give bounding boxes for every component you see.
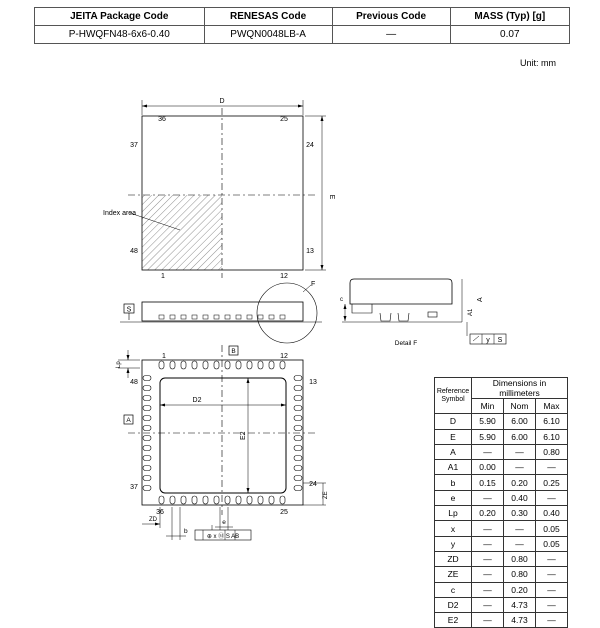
index-area-hatch — [142, 195, 222, 270]
dims-cell-max: 6.10 — [536, 429, 568, 444]
dims-cell-sym: c — [435, 582, 472, 597]
lead-pad — [203, 361, 208, 369]
detail-f-view — [342, 279, 506, 344]
lead-pad — [294, 466, 302, 471]
dims-cell-min: — — [472, 444, 504, 459]
dims-cell-sym: b — [435, 475, 472, 490]
lead-pad — [294, 376, 302, 381]
bottom-pin-48: 48 — [130, 379, 138, 386]
dims-cell-min: — — [472, 521, 504, 536]
dims-cell-min: — — [472, 567, 504, 582]
top-pin-48: 48 — [130, 248, 138, 255]
bottom-dim-ze: ZE — [323, 491, 329, 499]
datum-a-label: A — [126, 417, 131, 424]
side-lead — [181, 315, 186, 319]
bottom-dim-e2: E2 — [240, 431, 247, 440]
lead-pad — [170, 361, 175, 369]
dims-cell-min: 5.90 — [472, 429, 504, 444]
side-lead — [170, 315, 175, 319]
lead-pad — [143, 416, 151, 421]
dims-cell-min: — — [472, 613, 504, 628]
lead-pad — [294, 486, 302, 491]
dims-cell-nom: 0.80 — [504, 551, 536, 566]
top-pin-24: 24 — [306, 142, 314, 149]
lead-pad — [225, 496, 230, 504]
lead-pad — [143, 456, 151, 461]
lead-pad — [247, 361, 252, 369]
lead-pad — [143, 476, 151, 481]
dims-col-nom: Nom — [504, 399, 536, 414]
lead-pad — [143, 426, 151, 431]
dims-cell-max: 0.80 — [536, 444, 568, 459]
dims-row — [435, 567, 568, 582]
lead-pad — [258, 361, 263, 369]
bottom-pin-36: 36 — [156, 509, 164, 516]
lead-pad — [294, 406, 302, 411]
dims-cell-sym: Lp — [435, 506, 472, 521]
dims-header-row — [435, 378, 568, 399]
lead-pad — [280, 361, 285, 369]
flatness-y: y — [486, 337, 490, 344]
dims-cell-max: 0.05 — [536, 536, 568, 551]
top-dim-e: E — [328, 194, 335, 200]
dims-cell-max: — — [536, 567, 568, 582]
bottom-dim-zd: ZD — [149, 517, 157, 523]
dims-row — [435, 475, 568, 490]
lead-pad — [225, 361, 230, 369]
side-datum-s: S — [126, 306, 132, 314]
flatness-datum: S — [497, 337, 503, 344]
lead-pad — [143, 386, 151, 391]
lead-pad — [181, 496, 186, 504]
unit-label: Unit: mm — [520, 58, 556, 68]
lead-pad — [280, 496, 285, 504]
dims-cell-nom: 6.00 — [504, 414, 536, 429]
dims-row — [435, 490, 568, 505]
bottom-pin-12: 12 — [280, 353, 288, 360]
header-mass: MASS (Typ) [g] — [450, 8, 569, 26]
value-jeita: P-HWQFN48-6x6-0.40 — [35, 26, 205, 44]
top-view — [128, 100, 326, 278]
dims-cell-max: — — [536, 490, 568, 505]
lead-pad — [269, 496, 274, 504]
side-lead — [192, 315, 197, 319]
dims-cell-nom: — — [504, 444, 536, 459]
side-lead — [236, 315, 241, 319]
lead-pad — [294, 476, 302, 481]
lead-pad — [247, 496, 252, 504]
dims-cell-max: 0.05 — [536, 521, 568, 536]
bottom-pin-25: 25 — [280, 509, 288, 516]
exposed-pad — [160, 378, 286, 493]
dims-cell-nom: 0.30 — [504, 506, 536, 521]
dims-row — [435, 460, 568, 475]
lead-pad — [143, 376, 151, 381]
lead-pad — [143, 446, 151, 451]
bottom-view — [118, 345, 326, 540]
dims-cell-sym: D — [435, 414, 472, 429]
detail-dim-a1: A1 — [468, 308, 474, 316]
detail-dim-a: A — [477, 297, 484, 302]
value-previous: — — [332, 26, 450, 44]
value-mass: 0.07 — [450, 26, 569, 44]
dims-cell-max: — — [536, 582, 568, 597]
lead-pad — [192, 496, 197, 504]
side-lead — [258, 315, 263, 319]
top-pin-25: 25 — [280, 116, 288, 123]
lead-pad — [170, 496, 175, 504]
bottom-pin-13: 13 — [309, 379, 317, 386]
bottom-dim-b: b — [184, 528, 188, 535]
detail-f-callout: F — [311, 281, 316, 288]
bottom-pin-1: 1 — [162, 353, 166, 360]
dims-col-max: Max — [536, 399, 568, 414]
dims-cell-nom: 0.40 — [504, 490, 536, 505]
dims-cell-max: — — [536, 460, 568, 475]
dims-cell-max: — — [536, 597, 568, 612]
bottom-dim-lp: Lp — [116, 361, 122, 368]
lead-pad — [294, 386, 302, 391]
bottom-pin-24: 24 — [309, 481, 317, 488]
top-pin-12: 12 — [280, 273, 288, 280]
side-lead — [159, 315, 164, 319]
lead-pad — [294, 446, 302, 451]
detail-f-label: Detail F — [394, 340, 418, 347]
top-dim-d: D — [219, 98, 225, 105]
dims-cell-min: — — [472, 490, 504, 505]
dims-cell-max: — — [536, 551, 568, 566]
dims-cell-sym: ZE — [435, 567, 472, 582]
side-view — [120, 283, 322, 343]
lead-pad — [159, 361, 164, 369]
dims-cell-min: — — [472, 536, 504, 551]
lead-pad — [143, 466, 151, 471]
header-previous: Previous Code — [332, 8, 450, 26]
dims-body — [435, 414, 568, 628]
dims-cell-sym: D2 — [435, 597, 472, 612]
value-renesas: PWQN0048LB-A — [204, 26, 332, 44]
side-lead — [269, 315, 274, 319]
dims-header-ref: Reference Symbol — [435, 378, 472, 414]
dims-col-min: Min — [472, 399, 504, 414]
side-leads — [159, 315, 285, 319]
dims-cell-min: 0.20 — [472, 506, 504, 521]
lead-pad — [236, 361, 241, 369]
lead-pad — [214, 361, 219, 369]
dims-cell-min: — — [472, 582, 504, 597]
dims-cell-nom: — — [504, 536, 536, 551]
side-lead — [203, 315, 208, 319]
dims-cell-sym: y — [435, 536, 472, 551]
lead-pad — [203, 496, 208, 504]
lead-pad — [214, 496, 219, 504]
top-pin-13: 13 — [306, 248, 314, 255]
dims-cell-nom: 4.73 — [504, 613, 536, 628]
dims-cell-nom: 6.00 — [504, 429, 536, 444]
dims-cell-nom: 0.80 — [504, 567, 536, 582]
bottom-body-outline — [142, 360, 303, 505]
top-pin-37: 37 — [130, 142, 138, 149]
lead-pad — [294, 416, 302, 421]
lead-pad — [269, 361, 274, 369]
dims-cell-min: — — [472, 597, 504, 612]
position-tolerance-label: ⊕ x Ⓜ S AB — [206, 534, 240, 540]
dims-cell-min: 0.15 — [472, 475, 504, 490]
lead-pad — [143, 396, 151, 401]
dims-cell-min: 0.00 — [472, 460, 504, 475]
header-jeita: JEITA Package Code — [35, 8, 205, 26]
dims-cell-sym: A1 — [435, 460, 472, 475]
top-pin-36: 36 — [158, 116, 166, 123]
bottom-pin-37: 37 — [130, 484, 138, 491]
bottom-dim-e: e — [222, 519, 226, 526]
lead-pad — [236, 496, 241, 504]
dimensions-table — [434, 377, 568, 628]
lead-pad — [294, 436, 302, 441]
dims-cell-max: 0.40 — [536, 506, 568, 521]
dims-cell-nom: 0.20 — [504, 582, 536, 597]
dims-cell-max: 6.10 — [536, 414, 568, 429]
lead-pad — [143, 436, 151, 441]
lead-pad — [294, 426, 302, 431]
dims-cell-nom: — — [504, 521, 536, 536]
lead-pad — [181, 361, 186, 369]
dims-cell-sym: A — [435, 444, 472, 459]
bottom-dim-d2: D2 — [192, 397, 202, 404]
dims-row — [435, 506, 568, 521]
side-lead — [247, 315, 252, 319]
dims-cell-nom: — — [504, 460, 536, 475]
dims-row — [435, 613, 568, 628]
dims-row — [435, 414, 568, 429]
dims-cell-sym: E2 — [435, 613, 472, 628]
dims-cell-min: 5.90 — [472, 414, 504, 429]
bottom-pads — [143, 361, 302, 504]
dims-cell-min: — — [472, 551, 504, 566]
side-body-outline — [142, 302, 303, 321]
dims-row — [435, 536, 568, 551]
header-renesas: RENESAS Code — [204, 8, 332, 26]
index-area-label: Index area — [103, 210, 137, 217]
top-pin-1: 1 — [161, 273, 165, 280]
dims-cell-max: — — [536, 613, 568, 628]
datum-b-label: B — [231, 348, 236, 355]
dims-cell-nom: 0.20 — [504, 475, 536, 490]
lead-pad — [143, 406, 151, 411]
dims-row — [435, 582, 568, 597]
lead-pad — [258, 496, 263, 504]
dims-cell-nom: 4.73 — [504, 597, 536, 612]
side-lead — [280, 315, 285, 319]
detail-dim-c: c — [340, 297, 343, 303]
side-lead — [214, 315, 219, 319]
dims-header-dim: Dimensions in millimeters — [472, 378, 568, 399]
dims-cell-sym: e — [435, 490, 472, 505]
detail-f-circle — [257, 283, 317, 343]
lead-pad — [143, 486, 151, 491]
dims-row — [435, 429, 568, 444]
dims-cell-sym: E — [435, 429, 472, 444]
dims-cell-max: 0.25 — [536, 475, 568, 490]
dims-cell-sym: ZD — [435, 551, 472, 566]
dims-row — [435, 444, 568, 459]
side-lead — [225, 315, 230, 319]
lead-pad — [294, 396, 302, 401]
lead-pad — [159, 496, 164, 504]
dims-row — [435, 551, 568, 566]
dims-row — [435, 521, 568, 536]
lead-pad — [294, 456, 302, 461]
dims-cell-sym: x — [435, 521, 472, 536]
lead-pad — [192, 361, 197, 369]
